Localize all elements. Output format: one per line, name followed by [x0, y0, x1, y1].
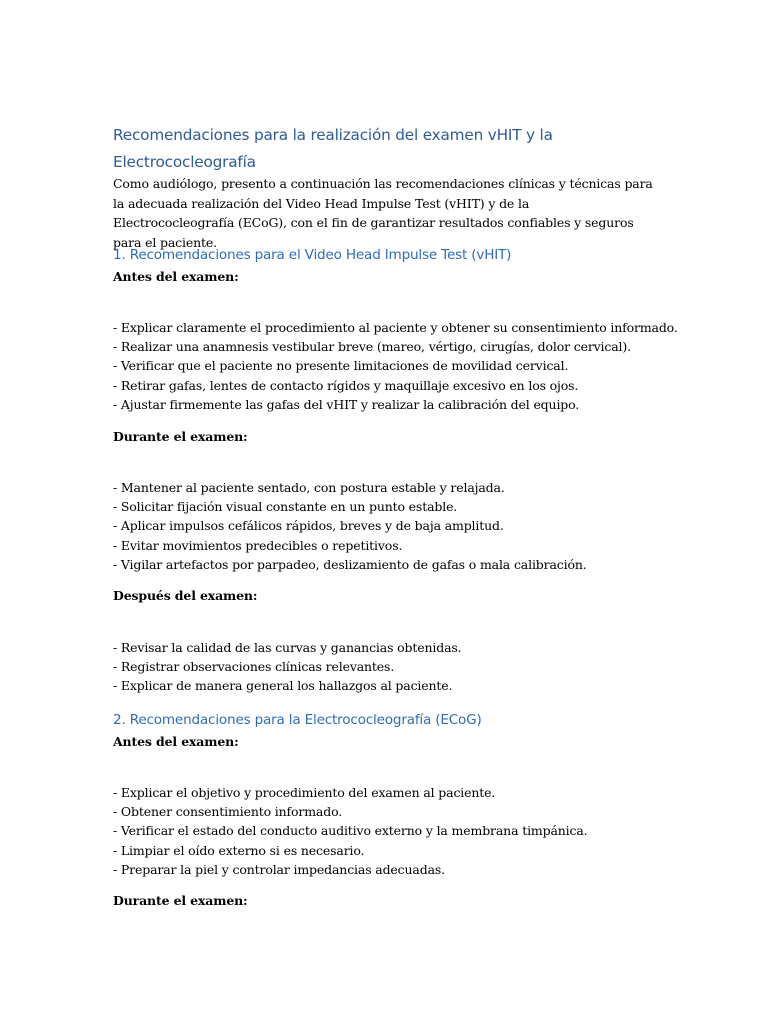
list-item: - Obtener consentimiento informado. [113, 804, 343, 820]
list-after-vhit [113, 638, 673, 696]
list-item: - Ajustar firmemente las gafas del vHIT y realizar la calibración del equipo. [113, 396, 580, 412]
list-item: - Retirar gafas, lentes de contacto rígidos y maquillaje excesivo en los ojos. [113, 377, 579, 393]
list-item: - Limpiar el oído externo si es necesario. [113, 842, 365, 858]
subheading-before-vhit: Antes del examen: [113, 269, 239, 284]
subheading-after-vhit: Después del examen: [113, 588, 258, 603]
section-heading-vhit: 1. Recomendaciones para el Video Head Impulse Test (vHIT) [113, 247, 512, 263]
list-item: - Solicitar fijación visual constante en un punto estable. [113, 499, 458, 515]
subheading-before-ecog: Antes del examen: [113, 734, 239, 749]
list-item: - Verificar el estado del conducto auditivo externo y la membrana timpánica. [113, 823, 588, 839]
document-title: Recomendaciones para la realización del examen vHIT y la Electrococleografía [113, 126, 553, 171]
list-item: - Explicar claramente el procedimiento al paciente y obtener su consentimiento informado. [113, 320, 678, 335]
section-heading-ecog: 2. Recomendaciones para la Electrococleografía (ECoG) [113, 712, 482, 728]
list-item: - Registrar observaciones clínicas relevantes. [113, 659, 395, 675]
list-item: - Explicar el objetivo y procedimiento del examen al paciente. [113, 785, 496, 800]
list-item: - Explicar de manera general los hallazgos al paciente. [113, 678, 453, 694]
subheading-during-vhit: Durante el examen: [113, 429, 248, 444]
list-item: - Revisar la calidad de las curvas y ganancias obtenidas. [113, 640, 462, 655]
list-before-vhit [113, 318, 678, 414]
list-item: - Aplicar impulsos cefálicos rápidos, breves y de baja amplitud. [113, 518, 504, 534]
list-during-vhit [113, 478, 673, 574]
intro-paragraph: Como audiólogo, presento a continuación las recomendaciones clínicas y técnicas para la adecuada realización del Video Head Impulse Test (vHIT) y de la Electrococleografía (ECoG), con el fin de garantizar resultados confiables y seguros para el paciente. [113, 176, 653, 250]
list-item: - Evitar movimientos predecibles o repetitivos. [113, 537, 403, 553]
subheading-during-ecog: Durante el examen: [113, 893, 248, 908]
list-item: - Realizar una anamnesis vestibular breve (mareo, vértigo, cirugías, dolor cervical). [113, 339, 631, 355]
list-item: - Vigilar artefactos por parpadeo, deslizamiento de gafas o mala calibración. [113, 556, 587, 572]
list-item: - Preparar la piel y controlar impedancias adecuadas. [113, 861, 445, 877]
list-item: - Verificar que el paciente no presente limitaciones de movilidad cervical. [113, 358, 569, 374]
list-before-ecog [113, 783, 673, 879]
list-item: - Mantener al paciente sentado, con postura estable y relajada. [113, 480, 505, 495]
